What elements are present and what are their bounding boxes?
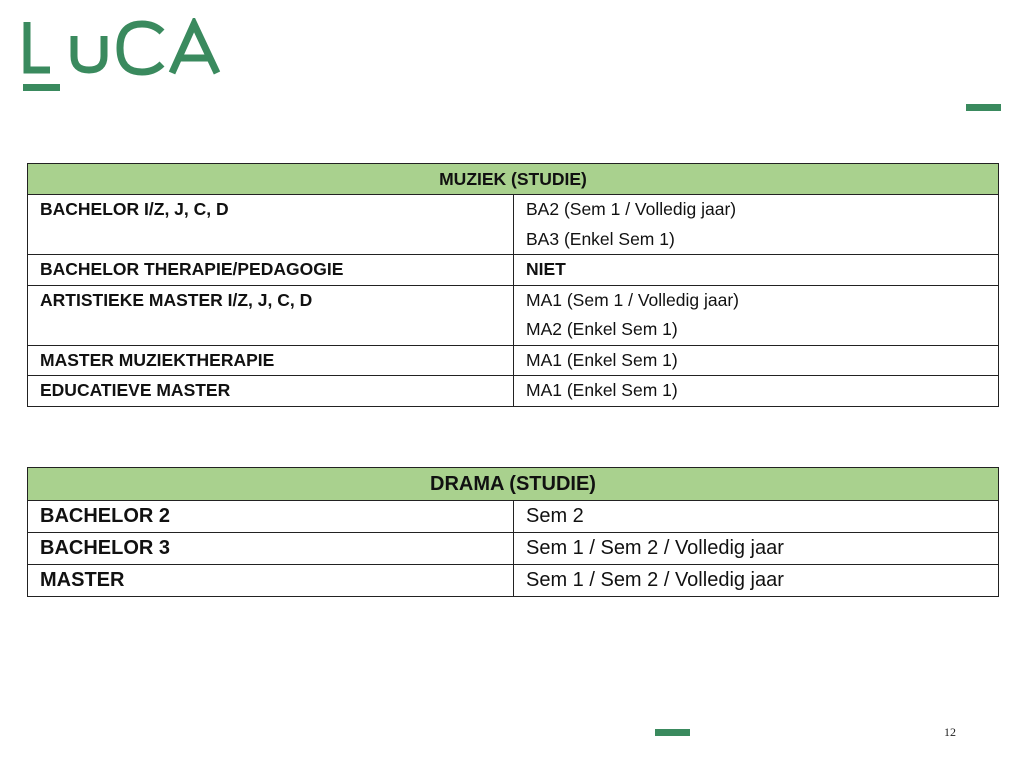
availability-cell bbox=[514, 285, 999, 345]
availability-line: BA2 (Sem 1 / Volledig jaar) bbox=[526, 199, 737, 219]
availability-line: MA2 (Enkel Sem 1) bbox=[526, 319, 678, 339]
program-label: MASTER bbox=[28, 565, 514, 597]
page-number: 12 bbox=[944, 725, 956, 739]
table-title: DRAMA (STUDIE) bbox=[28, 468, 999, 501]
program-label: BACHELOR THERAPIE/PEDAGOGIE bbox=[28, 255, 514, 286]
accent-dash bbox=[966, 104, 1001, 111]
muziek-table bbox=[27, 163, 999, 407]
availability-cell bbox=[514, 376, 999, 407]
table-row bbox=[28, 195, 999, 255]
availability-line: MA1 (Sem 1 / Volledig jaar) bbox=[526, 289, 740, 310]
drama-table bbox=[27, 467, 999, 597]
table-header-row bbox=[28, 468, 999, 501]
availability-line: MA1 (Enkel Sem 1) bbox=[526, 380, 678, 400]
table-row bbox=[28, 255, 999, 286]
availability-line: MA1 (Enkel Sem 1) bbox=[526, 349, 678, 370]
availability-cell: Sem 2 bbox=[514, 501, 999, 533]
table-row bbox=[28, 501, 999, 533]
program-label: EDUCATIEVE MASTER bbox=[28, 376, 514, 407]
program-label: BACHELOR 3 bbox=[28, 533, 514, 565]
availability-cell: Sem 1 / Sem 2 / Volledig jaar bbox=[514, 565, 999, 597]
availability-cell bbox=[514, 195, 999, 255]
program-label: ARTISTIEKE MASTER I/Z, J, C, D bbox=[28, 285, 514, 345]
luca-logo bbox=[22, 18, 226, 94]
program-label: BACHELOR I/Z, J, C, D bbox=[28, 195, 514, 255]
table-row bbox=[28, 285, 999, 345]
accent-dash bbox=[655, 729, 690, 736]
program-label: MASTER MUZIEKTHERAPIE bbox=[28, 345, 514, 376]
table-title: MUZIEK (STUDIE) bbox=[28, 164, 999, 195]
table-row bbox=[28, 533, 999, 565]
availability-cell bbox=[514, 345, 999, 376]
availability-line: NIET bbox=[526, 259, 566, 279]
program-label: BACHELOR 2 bbox=[28, 501, 514, 533]
availability-cell: Sem 1 / Sem 2 / Volledig jaar bbox=[514, 533, 999, 565]
availability-cell bbox=[514, 255, 999, 286]
table-header-row bbox=[28, 164, 999, 195]
availability-line: BA3 (Enkel Sem 1) bbox=[526, 228, 675, 249]
table-row bbox=[28, 376, 999, 407]
table-row bbox=[28, 565, 999, 597]
table-row bbox=[28, 345, 999, 376]
